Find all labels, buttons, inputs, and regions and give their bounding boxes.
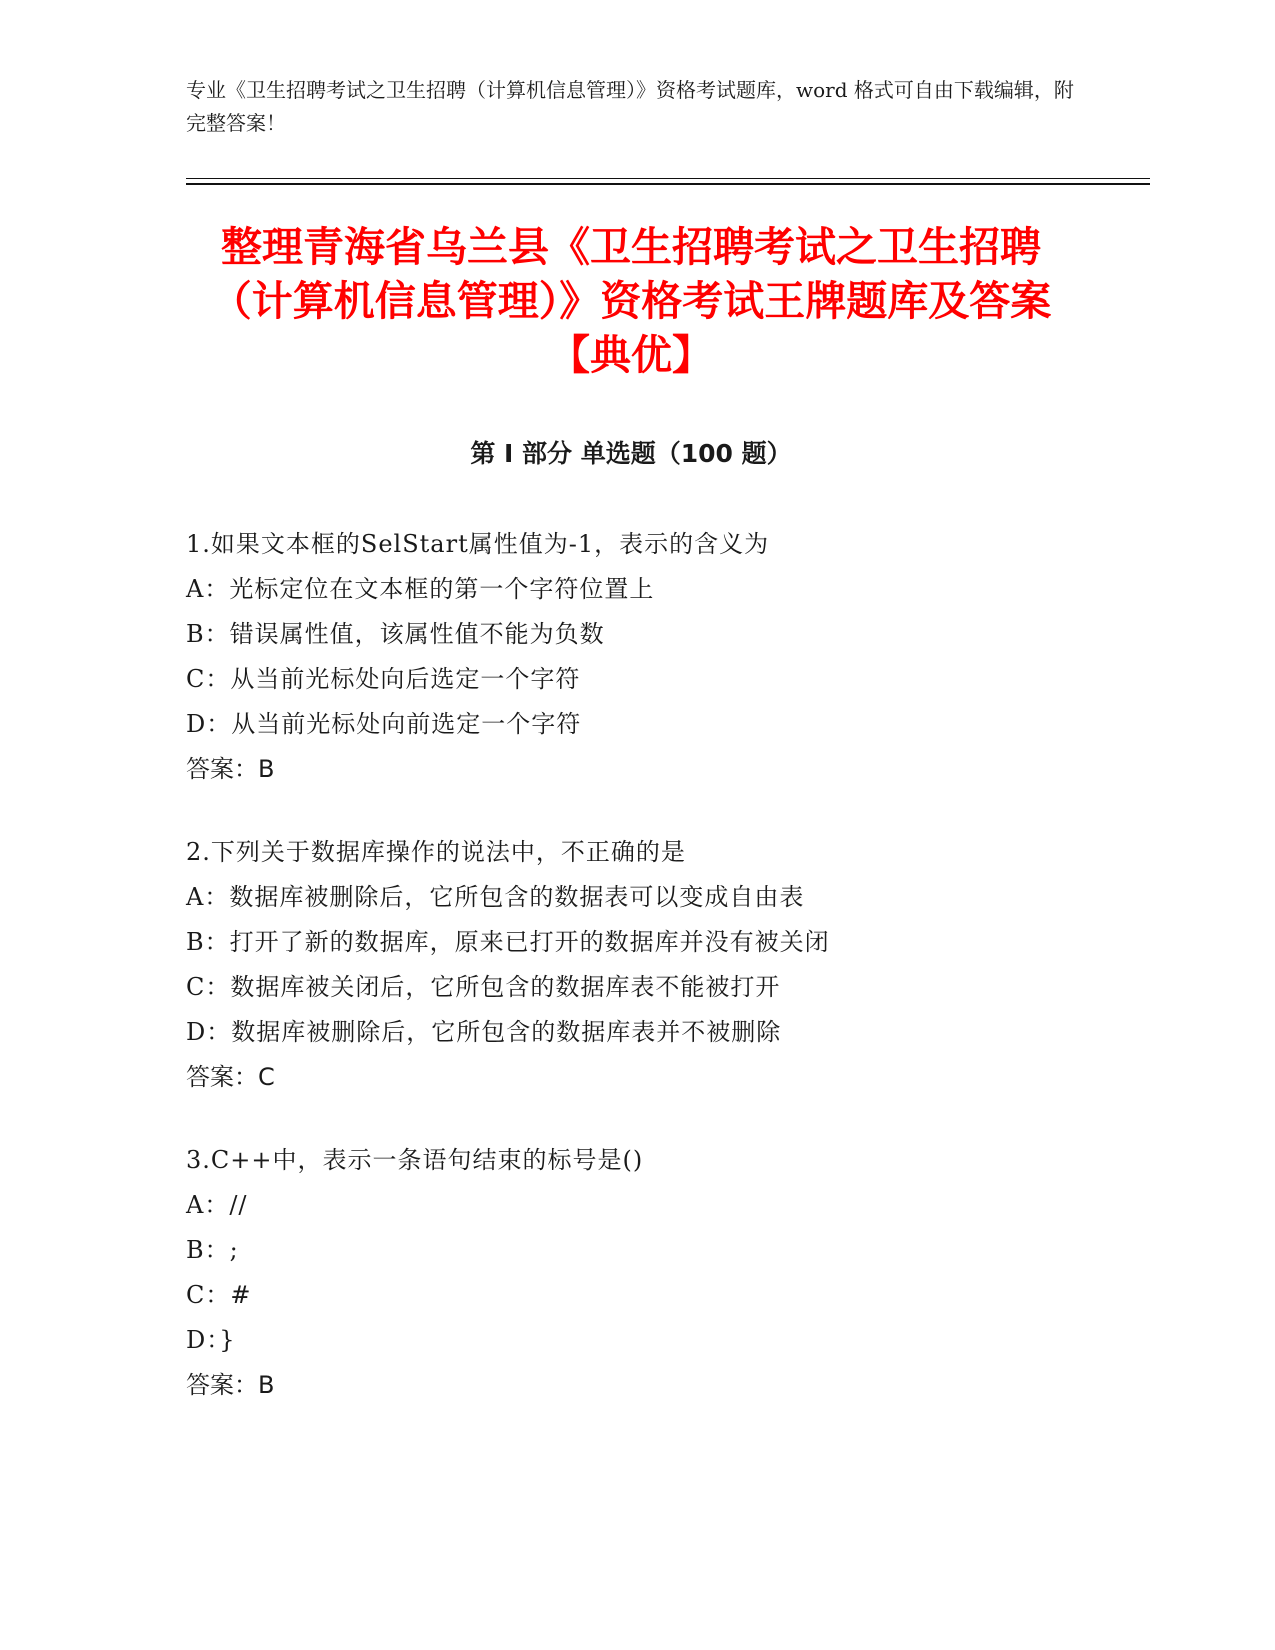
option-a: A：光标定位在文本框的第一个字符位置上 [186, 575, 655, 603]
option-d: D：从当前光标处向前选定一个字符 [186, 710, 582, 738]
header-rule-thin [186, 178, 1150, 179]
option-d: D：} [186, 1326, 236, 1354]
option-b: B：错误属性值，该属性值不能为负数 [186, 620, 605, 648]
answer: 答案：C [186, 1063, 275, 1091]
option-c: C：数据库被关闭后，它所包含的数据库表不能被打开 [186, 973, 781, 1001]
question-item [186, 830, 1086, 1100]
answer: 答案：B [186, 1371, 275, 1399]
option-b: B：; [186, 1236, 239, 1264]
question-stem: 2.下列关于数据库操作的说法中，不正确的是 [186, 838, 686, 866]
option-c: C：# [186, 1281, 252, 1309]
question-item [186, 1138, 1086, 1408]
question-list [186, 522, 1086, 1446]
question-stem: 3.C++中，表示一条语句结束的标号是() [186, 1146, 644, 1174]
question-item [186, 522, 1086, 792]
option-c: C：从当前光标处向后选定一个字符 [186, 665, 581, 693]
option-b: B：打开了新的数据库，原来已打开的数据库并没有被关闭 [186, 928, 830, 956]
option-a: A：数据库被删除后，它所包含的数据表可以变成自由表 [186, 883, 805, 911]
option-d: D：数据库被删除后，它所包含的数据库表并不被删除 [186, 1018, 782, 1046]
section-heading: 第 I 部分 单选题（100 题） [470, 439, 792, 468]
option-a: A：// [186, 1191, 248, 1219]
document-title: 整理青海省乌兰县《卫生招聘考试之卫生招聘（计算机信息管理）》资格考试王牌题库及答案【典优】 [210, 223, 1052, 379]
question-stem: 1.如果文本框的SelStart属性值为-1，表示的含义为 [186, 530, 770, 558]
header-rule-thick [186, 183, 1150, 185]
answer: 答案：B [186, 755, 275, 783]
header-note: 专业《卫生招聘考试之卫生招聘（计算机信息管理）》资格考试题库，word 格式可自由下载编辑，附完整答案！ [186, 78, 1074, 135]
